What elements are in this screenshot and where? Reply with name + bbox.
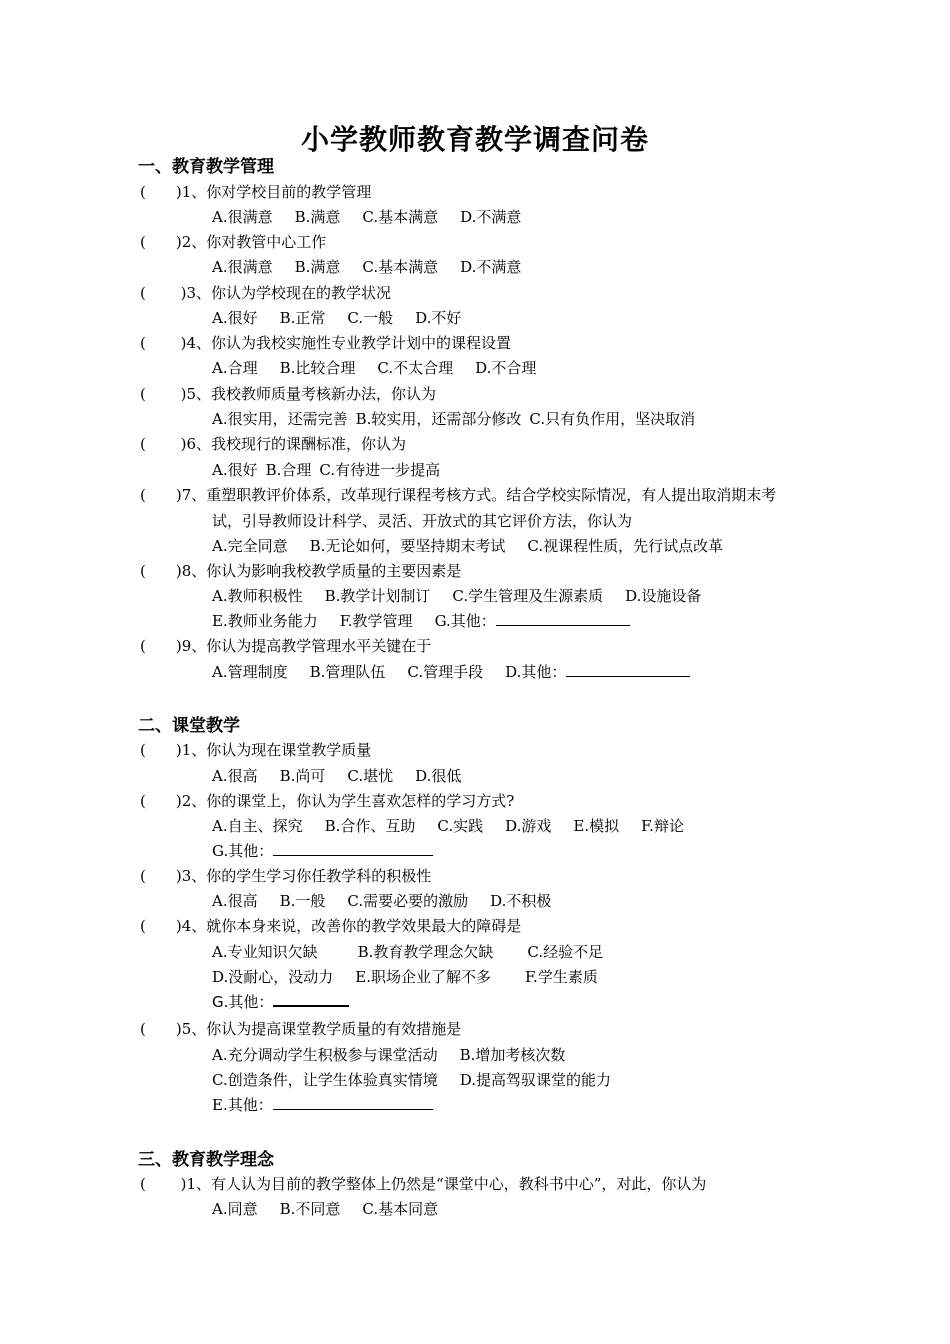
option-row [212,206,543,227]
option[interactable]: C.管理手段 [407,663,484,681]
option[interactable]: C.实践 [437,817,484,835]
question-text: 重塑职教评价体系，改革现行课程考核方式。结合学校实际情况，有人提出取消期末考 [206,486,777,504]
option[interactable]: A.很满意 [212,208,273,226]
option[interactable]: A.很好 [212,461,258,479]
question [140,1018,461,1039]
option[interactable]: C.堪忧 [347,767,394,785]
question-number: ( )1、 [140,1175,212,1193]
option[interactable]: F.学生素质 [524,968,598,986]
question-text: 你对学校目前的教学管理 [206,183,372,201]
option[interactable]: D.不好 [415,309,462,327]
option[interactable]: D.提高驾驭课堂的能力 [459,1071,611,1089]
option[interactable]: B.教学计划制订 [324,587,431,605]
option-row [212,459,462,480]
answer-blank[interactable] [273,991,349,1007]
option[interactable]: B.满意 [294,258,341,276]
question-number: ( )4、 [140,917,207,935]
option[interactable]: G.其他： [212,842,274,860]
option[interactable]: C.创造条件，让学生体验真实情境 [212,1071,438,1089]
option[interactable]: B.增加考核次数 [459,1046,566,1064]
option-row [212,966,620,987]
option[interactable]: D.不满意 [460,258,522,276]
option-row [212,661,690,682]
option[interactable]: C.基本满意 [362,258,439,276]
question-text: 就你本身来说，改善你的教学效果最大的障碍是 [206,917,522,935]
option[interactable]: B.正常 [279,309,326,327]
question [140,1173,706,1194]
question-text: 你认为影响我校教学质量的主要因素是 [206,562,462,580]
question-text: 你认为提高教学管理水平关键在于 [206,637,432,655]
option[interactable]: B.无论如何，要坚持期末考试 [309,537,506,555]
option[interactable]: B.满意 [294,208,341,226]
question-number: ( )3、 [140,284,212,302]
page-title: 小学教师教育教学调查问卷 [300,123,649,156]
option[interactable]: A.自主、探究 [212,817,303,835]
option[interactable]: E.模拟 [573,817,620,835]
option[interactable]: B.合理 [265,461,312,479]
question-text: 有人认为目前的教学整体上仍然是“课堂中心，教科书中心”，对此，你认为 [211,1175,707,1193]
option[interactable]: D.很低 [415,767,462,785]
answer-blank[interactable] [273,841,433,856]
question-number: ( )3、 [140,867,207,885]
question-text: 你认为现在课堂教学质量 [206,741,372,759]
option[interactable]: G.其他： [212,993,274,1011]
question-number: ( )4、 [140,334,212,352]
question-number: ( )8、 [140,562,207,580]
question [140,560,461,581]
question [140,383,436,404]
option[interactable]: B.较实用，还需部分修改 [355,410,522,428]
question-number: ( )2、 [140,233,207,251]
option-row [212,357,558,378]
question [140,739,371,760]
question-number: ( )5、 [140,385,212,403]
question-number: ( )5、 [140,1020,207,1038]
question [140,915,521,936]
question-number: ( )1、 [140,741,207,759]
option[interactable]: E.职场企业了解不多 [355,968,491,986]
question-text: 你认为学校现在的教学状况 [211,284,392,302]
option[interactable]: B.教育教学理念欠缺 [357,943,494,961]
option[interactable]: A.很高 [212,767,258,785]
option[interactable]: C.学生管理及生源素质 [452,587,604,605]
question-text: 你的学生学习你任教学科的积极性 [206,867,432,885]
option[interactable]: C.一般 [347,309,394,327]
option-row [212,1094,433,1115]
option-row [212,765,483,786]
option[interactable]: A.专业知识欠缺 [212,943,318,961]
option[interactable]: F.辩论 [641,817,684,835]
option[interactable]: C.有待进一步提高 [319,461,441,479]
question [140,865,431,886]
question [140,635,431,656]
answer-blank[interactable] [496,611,630,626]
option-row [212,840,433,861]
option[interactable]: G.其他： [434,612,496,630]
option[interactable]: B.合作、互助 [324,817,416,835]
question-number: ( )9、 [140,637,207,655]
option[interactable]: A.管理制度 [212,663,288,681]
section-heading: 二、课堂教学 [138,716,240,736]
option[interactable]: C.视课程性质，先行试点改革 [527,537,724,555]
question-number: ( )6、 [140,435,212,453]
section-heading: 一、教育教学管理 [138,157,274,177]
option[interactable]: B.比较合理 [279,359,356,377]
option-row [212,408,717,429]
option[interactable]: A.很高 [212,892,258,910]
option-row [212,991,349,1012]
option[interactable]: A.完全同意 [212,537,288,555]
option[interactable]: A.合理 [212,359,258,377]
option[interactable]: A.同意 [212,1200,258,1218]
question-continuation: 试，引导教师设计科学、灵活、开放式的其它评价方法，你认为 [212,512,633,530]
option[interactable]: C.只有负作用，坚决取消 [529,410,696,428]
option[interactable]: C.不太合理 [377,359,454,377]
question-text: 我校教师质量考核新办法，你认为 [211,385,437,403]
option-row [212,610,630,631]
section-heading: 三、教育教学理念 [138,1150,274,1170]
option[interactable]: D.不积极 [490,892,552,910]
option[interactable]: C.基本满意 [362,208,439,226]
option[interactable]: A.很满意 [212,258,273,276]
option-row [212,890,573,911]
option[interactable]: C.需要必要的激励 [347,892,469,910]
question-text: 你认为我校实施性专业教学计划中的课程设置 [211,334,512,352]
option-row [212,307,483,328]
option[interactable]: E.其他： [212,1096,273,1114]
option[interactable]: F.教学管理 [339,612,413,630]
option[interactable]: D.没耐心，没动力 [212,968,334,986]
option[interactable]: C.经验不足 [527,943,604,961]
option-row [212,815,706,836]
option-row [212,256,543,277]
option[interactable]: B.管理队伍 [309,663,386,681]
answer-blank[interactable] [273,1095,433,1110]
option[interactable]: A.充分调动学生积极参与课堂活动 [212,1046,438,1064]
option-row [212,941,625,962]
option[interactable]: A.很好 [212,309,258,327]
question [140,282,391,303]
question [140,181,371,202]
option[interactable]: D.其他： [505,663,567,681]
question-number: ( )2、 [140,792,207,810]
option[interactable]: B.一般 [279,892,326,910]
question-text: 我校现行的课酬标准，你认为 [211,435,407,453]
answer-blank[interactable] [566,662,690,677]
option-row [212,585,723,606]
option[interactable]: D.游戏 [505,817,552,835]
option[interactable]: D.不合理 [475,359,537,377]
question-text: 你认为提高课堂教学质量的有效措施是 [206,1020,462,1038]
option[interactable]: E.教师业务能力 [212,612,318,630]
question-text: 你对教管中心工作 [206,233,327,251]
option-row [212,1198,460,1219]
question [140,231,326,252]
question-number: ( )7、 [140,486,207,504]
option-row [212,535,745,556]
option[interactable]: D.设施设备 [625,587,702,605]
option[interactable]: B.尚可 [279,767,326,785]
option[interactable]: A.教师积极性 [212,587,303,605]
question [140,484,776,505]
question-text: 你的课堂上，你认为学生喜欢怎样的学习方式? [206,792,515,810]
option-row [212,1044,587,1065]
question [140,433,406,454]
option[interactable]: C.基本同意 [362,1200,439,1218]
question [140,790,514,811]
option[interactable]: B.不同意 [279,1200,341,1218]
option[interactable]: A.很实用，还需完善 [212,410,348,428]
question-number: ( )1、 [140,183,207,201]
question [140,332,511,353]
option-row [212,1069,633,1090]
option[interactable]: D.不满意 [460,208,522,226]
